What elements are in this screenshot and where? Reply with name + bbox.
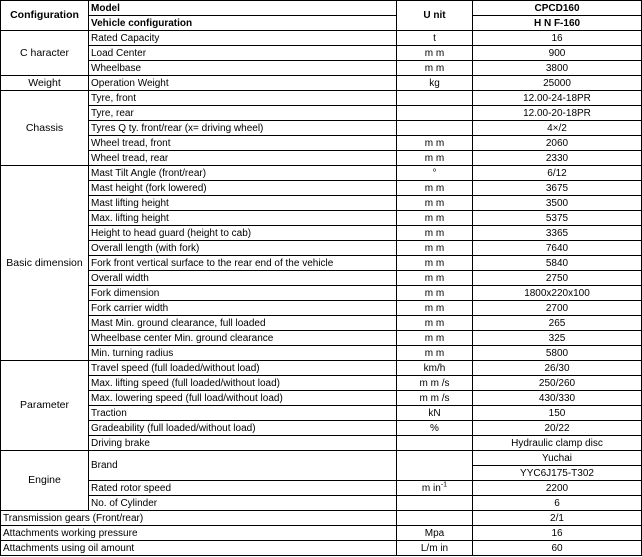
item-value: 2060	[473, 136, 642, 151]
table-row	[1, 406, 642, 421]
table-row	[1, 316, 642, 331]
item-name: Max. lifting speed (full loaded/without load)	[89, 376, 397, 391]
item-name: Min. turning radius	[89, 346, 397, 361]
item-value: 60	[473, 541, 642, 556]
table-row	[1, 151, 642, 166]
item-name: Fork dimension	[89, 286, 397, 301]
item-name: Max. lowering speed (full load/without load)	[89, 391, 397, 406]
item-name: No. of Cylinder	[89, 496, 397, 511]
item-name: Mast height (fork lowered)	[89, 181, 397, 196]
item-name: Attachments using oil amount	[1, 541, 397, 556]
item-name: Wheelbase	[89, 61, 397, 76]
table-row	[1, 526, 642, 541]
item-name: Attachments working pressure	[1, 526, 397, 541]
item-value: 5375	[473, 211, 642, 226]
item-name: Operation Weight	[89, 76, 397, 91]
table-row	[1, 271, 642, 286]
item-unit: m m	[397, 211, 473, 226]
table-row	[1, 121, 642, 136]
item-unit: m m	[397, 316, 473, 331]
item-value: 6	[473, 496, 642, 511]
item-unit: km/h	[397, 361, 473, 376]
item-name: Wheel tread, rear	[89, 151, 397, 166]
item-unit: m m	[397, 241, 473, 256]
header-row-2	[1, 16, 642, 31]
item-value: 2200	[473, 481, 642, 496]
item-value: 2750	[473, 271, 642, 286]
item-value: 5840	[473, 256, 642, 271]
item-value: 26/30	[473, 361, 642, 376]
item-value: 430/330	[473, 391, 642, 406]
item-unit: m m /s	[397, 391, 473, 406]
item-name: Rated rotor speed	[89, 481, 397, 496]
table-row	[1, 166, 642, 181]
item-value: 2/1	[473, 511, 642, 526]
item-value: 325	[473, 331, 642, 346]
table-row	[1, 541, 642, 556]
engine-brand-line-1: Yuchai	[473, 451, 642, 466]
item-unit: kN	[397, 406, 473, 421]
item-unit: m m	[397, 346, 473, 361]
item-unit: m m	[397, 286, 473, 301]
item-name: Mast Min. ground clearance, full loaded	[89, 316, 397, 331]
engine-brand-line-2: YYC6J175-T302	[473, 466, 642, 481]
table-row	[1, 91, 642, 106]
table-row	[1, 211, 642, 226]
item-unit	[397, 481, 473, 496]
item-unit	[397, 91, 473, 106]
item-name: Overall width	[89, 271, 397, 286]
section-label-parameter: Parameter	[1, 361, 89, 451]
unit-exponent: -1	[440, 481, 448, 489]
item-value: 6/12	[473, 166, 642, 181]
item-unit: m m	[397, 151, 473, 166]
item-value: 7640	[473, 241, 642, 256]
section-label-chassis: Chassis	[1, 91, 89, 166]
item-unit	[397, 496, 473, 511]
item-value: 20/22	[473, 421, 642, 436]
item-unit: m m	[397, 271, 473, 286]
item-value: 16	[473, 526, 642, 541]
table-row	[1, 511, 642, 526]
item-unit: m m	[397, 61, 473, 76]
item-name: Load Center	[89, 46, 397, 61]
item-unit	[397, 451, 473, 481]
unit-base: m in	[421, 482, 441, 494]
table-row	[1, 76, 642, 91]
model-header: Model	[89, 1, 397, 16]
item-name: Fork front vertical surface to the rear end of the vehicle	[89, 256, 397, 271]
item-value: 3675	[473, 181, 642, 196]
table-row	[1, 61, 642, 76]
item-unit: m m	[397, 181, 473, 196]
table-row	[1, 136, 642, 151]
item-value: 4×/2	[473, 121, 642, 136]
item-unit: m m	[397, 331, 473, 346]
item-name: Mast lifting height	[89, 196, 397, 211]
item-name: Wheel tread, front	[89, 136, 397, 151]
item-unit: m m	[397, 46, 473, 61]
item-unit: kg	[397, 76, 473, 91]
item-value: 2700	[473, 301, 642, 316]
table-row	[1, 331, 642, 346]
item-name: Max. lifting height	[89, 211, 397, 226]
table-row	[1, 496, 642, 511]
table-row	[1, 421, 642, 436]
item-name: Tyre, front	[89, 91, 397, 106]
item-name: Gradeability (full loaded/without load)	[89, 421, 397, 436]
item-name: Tyres Q ty. front/rear (x= driving wheel)	[89, 121, 397, 136]
item-unit: %	[397, 421, 473, 436]
table-row	[1, 391, 642, 406]
item-value: Hydraulic clamp disc	[473, 436, 642, 451]
item-value: 1800x220x100	[473, 286, 642, 301]
table-row	[1, 31, 642, 46]
vehicle-code: H N F-160	[473, 16, 642, 31]
table-row	[1, 376, 642, 391]
item-unit: Mpa	[397, 526, 473, 541]
table-row	[1, 256, 642, 271]
table-row	[1, 46, 642, 61]
table-row	[1, 346, 642, 361]
table-row	[1, 286, 642, 301]
table-row	[1, 436, 642, 451]
item-unit: L/m in	[397, 541, 473, 556]
table-row	[1, 106, 642, 121]
item-value: 150	[473, 406, 642, 421]
item-name: Rated Capacity	[89, 31, 397, 46]
unit-header: U nit	[397, 1, 473, 31]
section-label-engine: Engine	[1, 451, 89, 511]
item-name: Travel speed (full loaded/without load)	[89, 361, 397, 376]
table-row	[1, 226, 642, 241]
item-unit: m m /s	[397, 376, 473, 391]
item-value: 25000	[473, 76, 642, 91]
item-unit	[397, 436, 473, 451]
item-name: Driving brake	[89, 436, 397, 451]
item-name: Brand	[89, 451, 397, 481]
item-name: Height to head guard (height to cab)	[89, 226, 397, 241]
table-row	[1, 241, 642, 256]
table-row	[1, 196, 642, 211]
item-unit: m m	[397, 136, 473, 151]
model-code: CPCD160	[473, 1, 642, 16]
item-unit: m m	[397, 256, 473, 271]
item-name: Transmission gears (Front/rear)	[1, 511, 397, 526]
item-value: 5800	[473, 346, 642, 361]
item-value: 12.00-24-18PR	[473, 91, 642, 106]
item-name: Overall length (with fork)	[89, 241, 397, 256]
section-label-character: C haracter	[1, 31, 89, 76]
item-name: Fork carrier width	[89, 301, 397, 316]
item-unit: t	[397, 31, 473, 46]
item-name: Mast Tilt Angle (front/rear)	[89, 166, 397, 181]
configuration-header: Configuration	[1, 1, 89, 31]
item-value: 16	[473, 31, 642, 46]
item-value: 2330	[473, 151, 642, 166]
item-name: Traction	[89, 406, 397, 421]
item-value: 250/260	[473, 376, 642, 391]
table-row	[1, 181, 642, 196]
item-unit	[397, 106, 473, 121]
table-row	[1, 301, 642, 316]
item-unit: m m	[397, 196, 473, 211]
item-value: 265	[473, 316, 642, 331]
section-label-weight: Weight	[1, 76, 89, 91]
spec-table-body	[1, 1, 642, 556]
table-row	[1, 451, 642, 466]
item-value: 900	[473, 46, 642, 61]
item-value: 3365	[473, 226, 642, 241]
item-value: 3500	[473, 196, 642, 211]
item-name: Tyre, rear	[89, 106, 397, 121]
item-unit: m m	[397, 226, 473, 241]
item-unit: °	[397, 166, 473, 181]
item-unit: m m	[397, 301, 473, 316]
item-value: 3800	[473, 61, 642, 76]
item-value: 12.00-20-18PR	[473, 106, 642, 121]
vehicle-configuration-header: Vehicle configuration	[89, 16, 397, 31]
item-unit	[397, 511, 473, 526]
table-row	[1, 361, 642, 376]
item-unit	[397, 121, 473, 136]
section-label-basic: Basic dimension	[1, 166, 89, 361]
item-name: Wheelbase center Min. ground clearance	[89, 331, 397, 346]
header-row	[1, 1, 642, 16]
table-row	[1, 481, 642, 496]
